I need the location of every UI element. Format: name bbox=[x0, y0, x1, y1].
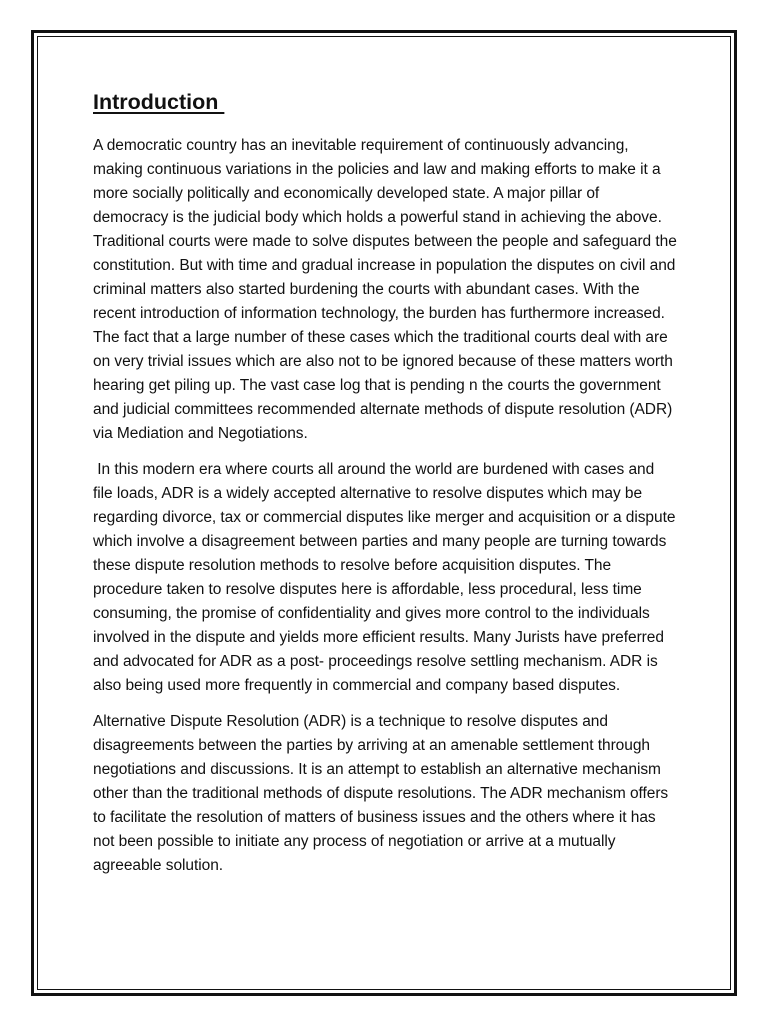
document-body bbox=[93, 88, 682, 890]
page-title: Introduction bbox=[93, 90, 225, 114]
paragraph-3: Alternative Dispute Resolution (ADR) is a technique to resolve disputes and disagreements between the parties by arriving at an amenable settlement through negotiations and discussions. It is an attempt to establish an alternative mechanism other than the traditional methods of dispute resolutions. The ADR mechanism offers to facilitate the resolution of matters of business issues and the others where it has not been possible to initiate any process of negotiation or arrive at a mutually agreeable solution. bbox=[93, 713, 673, 874]
paragraph-1: A democratic country has an inevitable requirement of continuously advancing, making continuous variations in the policies and law and making efforts to make it a more socially politically and economically developed state. A major pillar of democracy is the judicial body which holds a powerful stand in achieving the above. Traditional courts were made to solve disputes between the people and safeguard the constitution. But with time and gradual increase in population the disputes on civil and criminal matters also started burdening the courts with abundant cases. With the recent introduction of information technology, the burden has furthermore increased. The fact that a large number of these cases which the traditional courts deal with are on very trivial issues which are also not to be ignored because of these matters worth hearing get piling up. The vast case log that is pending n the courts the government and judicial committees recommended alternate methods of dispute resolution (ADR) via Mediation and Negotiations. bbox=[93, 137, 682, 442]
paragraph-2: In this modern era where courts all around the world are burdened with cases and file loads, ADR is a widely accepted alternative to resolve disputes which may be regarding divorce, tax or commercial disputes like merger and acquisition or a dispute which involve a disagreement between parties and many people are turning towards these dispute resolution methods to resolve before acquisition disputes. The procedure taken to resolve disputes here is affordable, less procedural, less time consuming, the promise of confidentiality and gives more control to the individuals involved in the dispute and yields more efficient results. Many Jurists have preferred and advocated for ADR as a post- proceedings resolve settling mechanism. ADR is also being used more frequently in commercial and company based disputes. bbox=[93, 461, 680, 694]
